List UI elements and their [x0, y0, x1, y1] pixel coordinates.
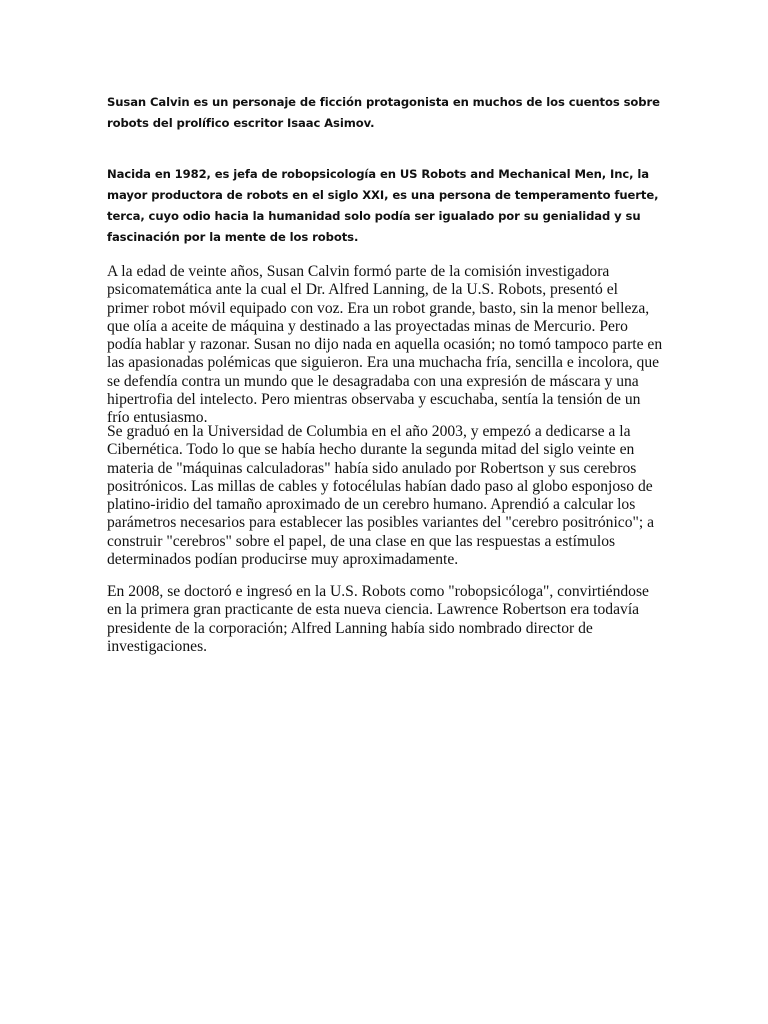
intro-paragraph: Susan Calvin es un personaje de ficción protagonista en muchos de los cuentos sobre robots del prolífico escritor Isaac Asimov.	[107, 95, 660, 130]
biography-paragraph: Nacida en 1982, es jefa de robopsicología en US Robots and Mechanical Men, Inc, la mayor productora de robots en el siglo XXI, es una persona de temperamento fuerte, terca, cuyo odio hacia la humanidad solo podía ser igualado por su genialidad y su fascinación por la mente de los robots.	[107, 167, 659, 244]
body-paragraph-commission: A la edad de veinte años, Susan Calvin formó parte de la comisión investigadora psicomatemática ante la cual el Dr. Alfred Lanning, de la U.S. Robots, presentó el primer robot móvil equipado con voz. Era un robot grande, basto, sin la menor belleza, que olía a aceite de máquina y destinado a las proyectadas minas de Mercurio. Pero podía hablar y razonar. Susan no dijo nada en aquella ocasión; no tomó tampoco parte en las apasionadas polémicas que siguieron. Era una muchacha fría, sencilla e incolora, que se defendía contra un mundo que le desagradaba con una expresión de máscara y una hipertrofia del intelecto. Pero mientras observaba y escuchaba, sentía la tensión de un frío entusiasmo.	[107, 263, 663, 427]
body-paragraph-columbia: Se graduó en la Universidad de Columbia en el año 2003, y empezó a dedicarse a la Cibernética. Todo lo que se había hecho durante la segunda mitad del siglo veinte en materia de "máquinas calculadoras" había sido anulado por Robertson y sus cerebros positrónicos. Las millas de cables y fotocélulas habían dado paso al globo esponjoso de platino-iridio del tamaño aproximado de un cerebro humano. Aprendió a calcular los parámetros necesarios para establecer las posibles variantes del "cerebro positrónico"; a construir "cerebros" sobre el papel, de una clase en que las respuestas a estímulos determinados podían producirse muy aproximadamente.	[107, 423, 655, 569]
body-paragraph-doctorate: En 2008, se doctoró e ingresó en la U.S. Robots como "robopsicóloga", convirtiéndose en la primera gran practicante de esta nueva ciencia. Lawrence Robertson era todavía presidente de la corporación; Alfred Lanning había sido nombrado director de investigaciones.	[107, 583, 649, 655]
